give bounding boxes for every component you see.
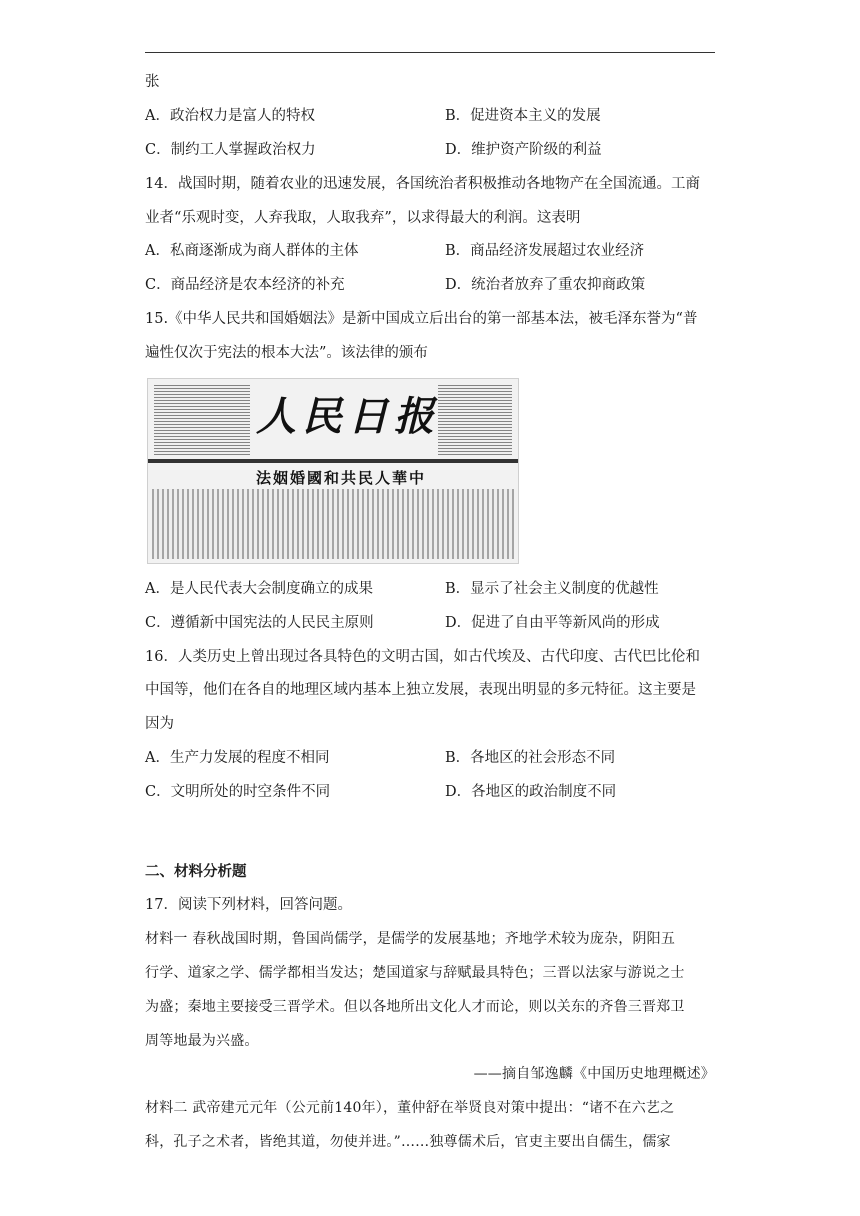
newspaper-masthead: 人民日报 [256,393,440,440]
q15-stem-line2: 遍性仅次于宪法的根本大法”。该法律的颁布 [145,345,428,361]
q15-option-a: A．是人民代表大会制度确立的成果 [145,581,373,597]
material1-line2: 行学、道家之学、儒学都相当发达；楚国道家与辞赋最具特色；三晋以法家与游说之士 [145,965,685,981]
header-rule [145,52,715,53]
q16-stem-line3: 因为 [145,716,174,732]
material1-line3: 为盛；秦地主要接受三晋学术。但以各地所出文化人才而论，则以关东的齐鲁三晋郑卫 [145,999,685,1015]
q14-stem-line1: 14．战国时期，随着农业的迅速发展，各国统治者积极推动各地物产在全国流通。工商 [145,176,700,192]
q15-option-b: B．显示了社会主义制度的优越性 [445,581,659,597]
q14-option-d: D．统治者放弃了重农抑商政策 [445,277,646,293]
top-fragment: 张 [145,74,160,90]
q15-option-c: C．遵循新中国宪法的人民民主原则 [145,615,374,631]
q17-stem: 17．阅读下列材料，回答问题。 [145,897,352,913]
q16-option-c: C．文明所处的时空条件不同 [145,784,331,800]
q13-option-a: A．政治权力是富人的特权 [145,108,315,124]
q16-option-d: D．各地区的政治制度不同 [445,784,617,800]
q14-option-c: C．商品经济是农本经济的补充 [145,277,345,293]
q13-option-d: D．维护资产阶级的利益 [445,142,602,158]
newspaper-image [147,378,519,564]
newspaper-headline: 法姻婚國和共民人華中 [256,469,427,487]
q13-option-b: B．促进资本主义的发展 [445,108,601,124]
material2-line2: 科，孔子之术者，皆绝其道，勿使并进。”……独尊儒术后，官吏主要出自儒生，儒家 [145,1134,671,1150]
material1-source: ——摘自邹逸麟《中国历史地理概述》 [473,1066,715,1082]
section-title: 二、材料分析题 [145,863,247,880]
q14-stem-line2: 业者“乐观时变，人弃我取，人取我弃”，以求得最大的利润。这表明 [145,210,581,226]
material2-line1: 材料二 武帝建元元年（公元前140年），董仲舒在举贤良对策中提出：“诸不在六艺之 [145,1100,675,1116]
q15-stem-line1: 15.《中华人民共和国婚姻法》是新中国成立后出台的第一部基本法，被毛泽东誉为“普 [145,311,698,327]
q16-option-a: A．生产力发展的程度不相同 [145,750,330,766]
material1-line1: 材料一 春秋战国时期，鲁国尚儒学，是儒学的发展基地；齐地学术较为庞杂，阴阳五 [145,931,676,947]
q14-option-a: A．私商逐渐成为商人群体的主体 [145,243,359,259]
q15-option-d: D．促进了自由平等新风尚的形成 [445,615,660,631]
material1-line4: 周等地最为兴盛。 [145,1033,259,1049]
q14-option-b: B．商品经济发展超过农业经济 [445,243,645,259]
q16-stem-line2: 中国等，他们在各自的地理区域内基本上独立发展，表现出明显的多元特征。这主要是 [145,682,696,698]
q13-option-c: C．制约工人掌握政治权力 [145,142,316,158]
q16-option-b: B．各地区的社会形态不同 [445,750,616,766]
q16-stem-line1: 16．人类历史上曾出现过各具特色的文明古国，如古代埃及、古代印度、古代巴比伦和 [145,649,700,665]
